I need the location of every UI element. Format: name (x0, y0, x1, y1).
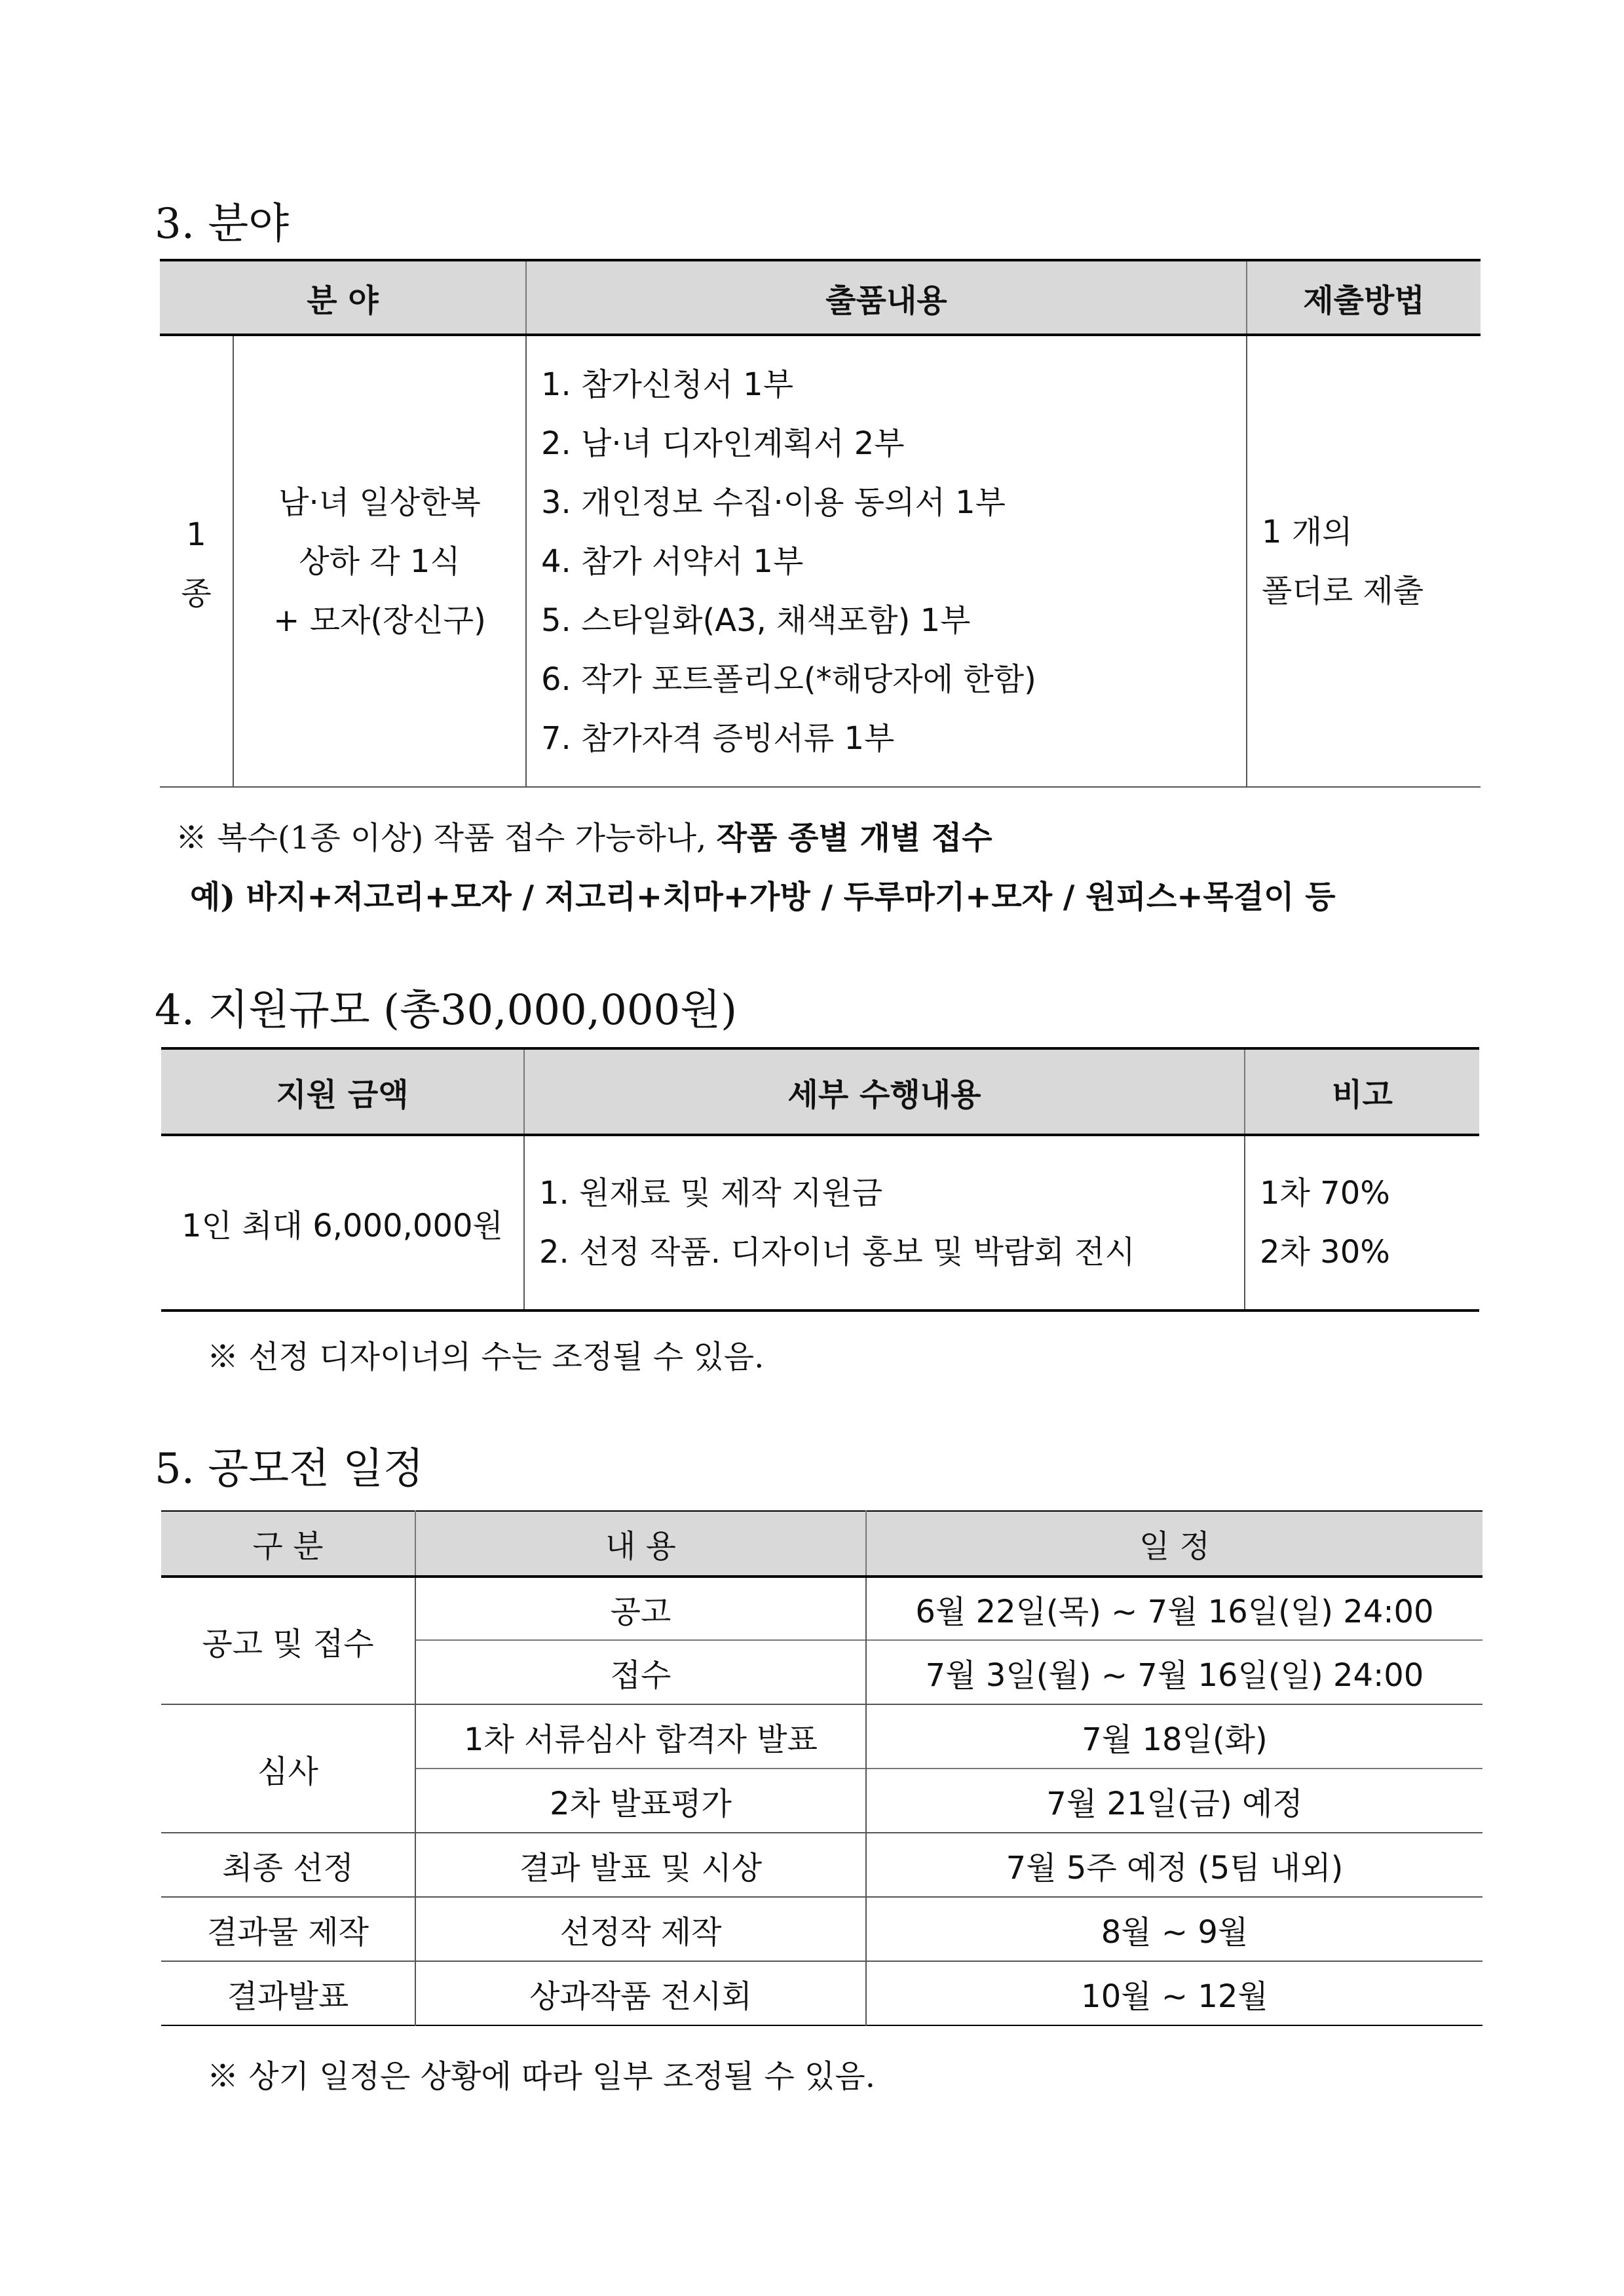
note-emphasis: 작품 종별 개별 접수 (716, 820, 992, 856)
header-content: 내 용 (415, 1511, 866, 1577)
schedule-content: 상과작품 전시회 (415, 1961, 866, 2025)
content-item: 7. 참가자격 증빙서류 1부 (541, 719, 895, 757)
schedule-table (161, 1510, 1482, 2026)
schedule-date: 7월 21일(금) 예정 (1046, 1785, 1303, 1822)
header-method: 제출방법 (1247, 260, 1481, 335)
content-item: 6. 작가 포트폴리오(*해당자에 한함) (541, 660, 1036, 698)
method-line-2: 폴더로 제출 (1262, 572, 1424, 609)
section-4-note: ※ 선정 디자이너의 수는 조정될 수 있음. (207, 1339, 765, 1375)
field-line-3: + 모자(장신구) (273, 602, 486, 639)
detail-item: 1. 원재료 및 제작 지원금 (539, 1175, 883, 1212)
amount-cell: 1인 최대 6,000,000원 (161, 1135, 524, 1311)
section-5-note: ※ 상기 일정은 상황에 따라 일부 조정될 수 있음. (207, 2058, 875, 2095)
content-item: 2. 남·녀 디자인계획서 2부 (541, 425, 905, 462)
remark-item: 2차 30% (1260, 1234, 1390, 1271)
type-cell: 1 종 (160, 335, 233, 787)
schedule-content: 선정작 제작 (415, 1897, 866, 1961)
schedule-content: 접수 (415, 1640, 866, 1704)
group-cell: 공고 및 접수 (161, 1577, 415, 1704)
section-5-title: 5. 공모전 일정 (155, 1445, 424, 1493)
field-cell (233, 335, 526, 787)
section-3-note-2: 예) 바지+저고리+모자 / 저고리+치마+가방 / 두루마기+모자 / 원피스+목걸이 등 (190, 879, 1336, 915)
header-remark: 비고 (1245, 1048, 1479, 1135)
schedule-date: 6월 22일(목) ~ 7월 16일(일) 24:00 (915, 1593, 1434, 1630)
group-cell: 결과물 제작 (161, 1897, 415, 1961)
schedule-content: 결과 발표 및 시상 (415, 1833, 866, 1897)
field-line-1: 남·녀 일상한복 (278, 484, 481, 521)
schedule-content: 1차 서류심사 합격자 발표 (415, 1704, 866, 1769)
support-table (161, 1047, 1479, 1312)
method-line-1: 1 개의 (1262, 513, 1353, 550)
schedule-date: 10월 ~ 12월 (1081, 1978, 1268, 2015)
content-item: 3. 개인정보 수집·이용 동의서 1부 (541, 484, 1006, 521)
method-cell (1247, 335, 1481, 787)
field-line-2: 상하 각 1식 (299, 543, 461, 580)
content-cell (526, 335, 1247, 787)
content-item: 1. 참가신청서 1부 (541, 366, 794, 403)
schedule-content: 공고 (415, 1577, 866, 1640)
remark-cell (1245, 1135, 1479, 1311)
content-item: 5. 스타일화(A3, 채색포함) 1부 (541, 602, 971, 639)
detail-item: 2. 선정 작품. 디자이너 홍보 및 박람회 전시 (539, 1234, 1135, 1271)
section-3-note-1: ※ 복수(1종 이상) 작품 접수 가능하나, 작품 종별 개별 접수 (176, 820, 992, 856)
group-cell: 최종 선정 (161, 1833, 415, 1897)
content-item: 4. 참가 서약서 1부 (541, 543, 804, 580)
detail-cell (524, 1135, 1245, 1311)
header-detail: 세부 수행내용 (524, 1048, 1245, 1135)
schedule-date: 7월 5주 예정 (5팀 내외) (1006, 1849, 1344, 1886)
group-cell: 심사 (161, 1704, 415, 1833)
field-table (160, 259, 1481, 788)
header-amount: 지원 금액 (161, 1048, 524, 1135)
section-4-title: 4. 지원규모 (총30,000,000원) (155, 986, 738, 1035)
header-date: 일 정 (866, 1511, 1482, 1577)
schedule-date: 7월 3일(월) ~ 7월 16일(일) 24:00 (925, 1656, 1424, 1694)
schedule-content: 2차 발표평가 (415, 1769, 866, 1833)
section-3-title: 3. 분야 (155, 200, 290, 248)
group-cell: 결과발표 (161, 1961, 415, 2025)
remark-item: 1차 70% (1260, 1175, 1390, 1212)
schedule-date: 7월 18일(화) (1082, 1721, 1268, 1758)
header-field: 분 야 (160, 260, 526, 335)
header-category: 구 분 (161, 1511, 415, 1577)
schedule-date: 8월 ~ 9월 (1101, 1913, 1249, 1951)
header-content: 출품내용 (526, 260, 1247, 335)
